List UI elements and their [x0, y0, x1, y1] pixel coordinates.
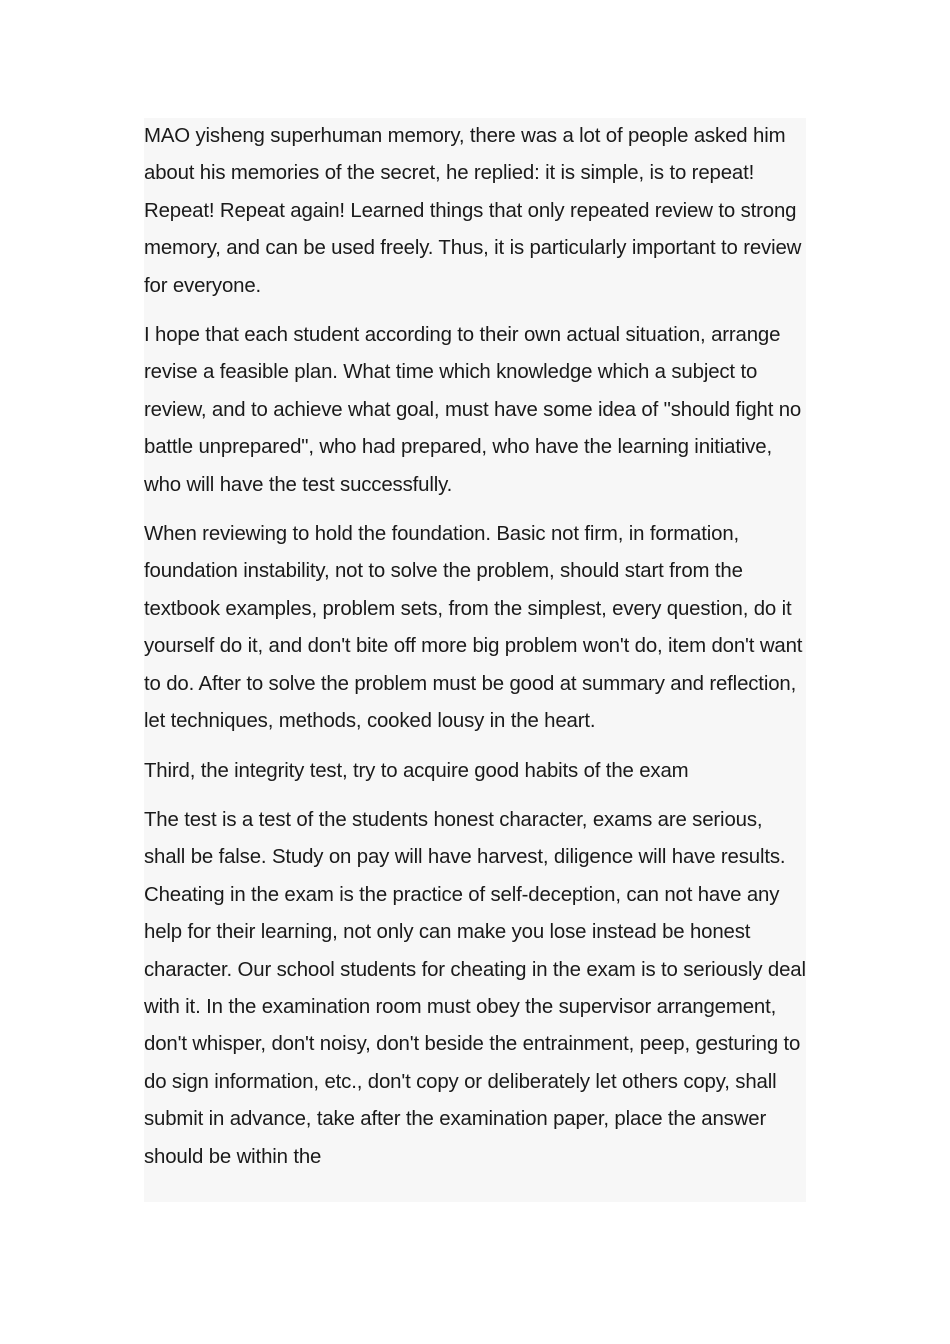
paragraph-memory: MAO yisheng superhuman memory, there was a lot of people asked him about his memories of the secret, he replied: it is simple, is to repeat! Repeat! Repeat again! Learned things that only repeated review to strong memory, and can be used freely. Thus, it is particularly important to review for everyone. — [144, 125, 802, 297]
paragraph-integrity-heading: Third, the integrity test, try to acquire good habits of the exam — [144, 759, 689, 782]
paragraph-plan: I hope that each student according to their own actual situation, arrange revise a feasible plan. What time which knowledge which a subject to review, and to achieve what goal, must have some idea of "should fight no battle unprepared", who had prepared, who have the learning initiative, who will have the test successfully. — [144, 324, 802, 496]
text-block — [144, 118, 806, 1202]
paragraph-foundation: When reviewing to hold the foundation. Basic not firm, in formation, foundation instability, not to solve the problem, should start from the textbook examples, problem sets, from the simplest, every question, do it yourself do it, and don't bite off more big problem won't do, item don't want to do. After to solve the problem must be good at summary and reflection, let techniques, methods, cooked lousy in the heart. — [144, 523, 803, 733]
paragraph-honest-character: The test is a test of the students honest character, exams are serious, shall be false. Study on pay will have harvest, diligence will have results. Cheating in the exam is the practice of self-deception, can not have any help for their learning, not only can make you lose instead be honest character. Our school students for cheating in the exam is to seriously deal with it. In the examination room must obey the supervisor arrangement, don't whisper, don't noisy, don't beside the entrainment, peep, gesturing to do sign information, etc., don't copy or deliberately let others copy, shall submit in advance, take after the examination paper, place the answer should be within the — [144, 808, 806, 1168]
